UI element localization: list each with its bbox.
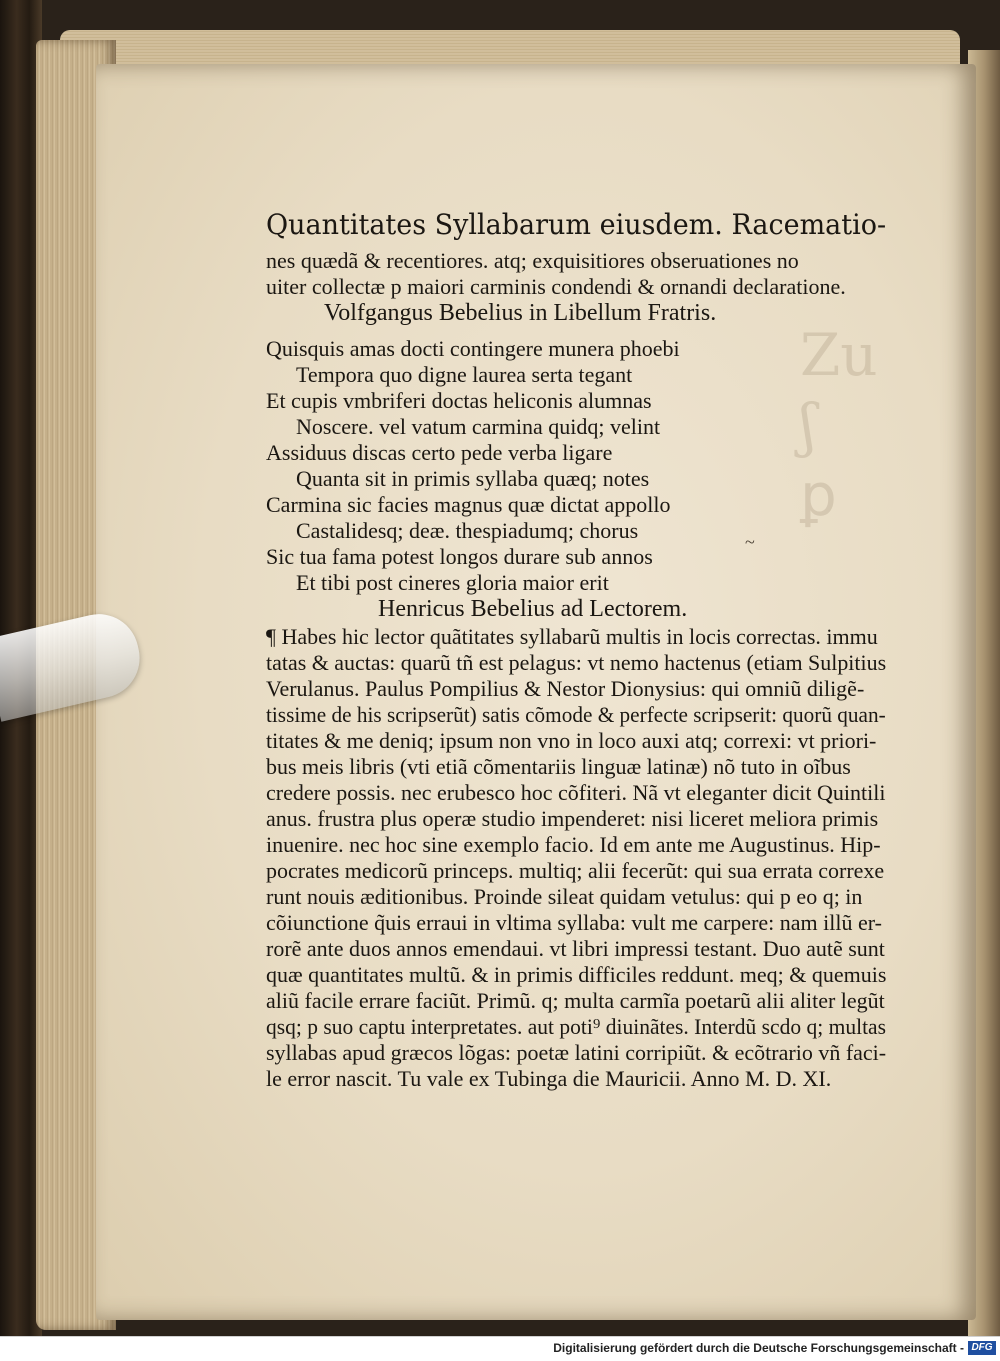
- poem-line: Castalidesq; deæ. thespiadumq; chorus: [296, 518, 639, 543]
- title-line-1: Quantitates Syllabarum eiusdem. Racematio-: [266, 208, 887, 241]
- poem-line: Quanta sit in primis syllaba quæq; notes: [296, 466, 650, 491]
- prose-line: tissime de his scripserũt) satis cõmode & perfecte scripserit: quorũ quan-: [266, 702, 886, 727]
- prose-line: rorẽ ante duos annos emendaui. vt libri impressi testant. Duo autẽ sunt: [266, 936, 885, 961]
- poem-line: Assiduus discas certo pede verba ligare: [266, 440, 613, 465]
- prose-line: aliũ facile errare faciũt. Primũ. q; multa carmĩa poetarũ alii aliter legũt: [266, 988, 885, 1013]
- prose-line: anus. frustra plus operæ studio impenderet: nisi liceret meliora primis: [266, 806, 879, 831]
- footer-credit: Digitalisierung gefördert durch die Deutsche Forschungsgemeinschaft -: [553, 1341, 964, 1355]
- prose-line: syllabas apud græcos lõgas: poetæ latini corripiũt. & ecõtrario vñ faci-: [266, 1040, 887, 1065]
- prose-line: Verulanus. Paulus Pompilius & Nestor Dionysius: qui omniũ diligẽ-: [266, 676, 865, 701]
- poem-line: Tempora quo digne laurea serta tegant: [296, 362, 633, 387]
- poem-line: Carmina sic facies magnus quæ dictat appollo: [266, 492, 671, 517]
- prose-line: credere possis. nec erubesco hoc cõfiteri. Nã vt eleganter dicit Quintili: [266, 780, 886, 805]
- poem-heading: Volfgangus Bebelius in Libellum Fratris.: [324, 300, 717, 326]
- poem-line: Et tibi post cineres gloria maior erit: [296, 570, 609, 595]
- prose-heading: Henricus Bebelius ad Lectorem.: [378, 596, 688, 622]
- footer-bar: [0, 1336, 1000, 1361]
- prose-line: bus meis libris (vti etiã cõmentariis linguæ latinæ) nõ tuto in oĩbus: [266, 754, 851, 779]
- prose-line: ¶ Habes hic lector quãtitates syllabarũ multis in locis correctas. immu: [266, 624, 878, 649]
- prose-line: le error nascit. Tu vale ex Tubinga die Mauricii. Anno M. D. XI.: [266, 1066, 832, 1091]
- prose-line: titates & me deniq; ipsum non vno in loco auxi atq; correxi: vt priori-: [266, 728, 877, 753]
- bleed-through-text: Zu ʃ ꝑ: [800, 321, 878, 529]
- dfg-logo: DFG: [968, 1341, 996, 1355]
- prose-line: pocrates medicorũ princeps. multiq; alii fecerũt: qui sua errata correxe: [266, 858, 885, 883]
- prose-line: runt nouis æditionibus. Proinde sileat quidam vetulus: qui p eo q; in: [266, 884, 863, 909]
- poem-line: Sic tua fama potest longos durare sub annos: [266, 544, 653, 569]
- prose-line: tatas & auctas: quarũ tñ est pelagus: vt nemo hactenus (etiam Sulpitius: [266, 650, 887, 675]
- prose-line: cõiunctione q̃uis erraui in vltima syllaba: vult me carpere: nam illũ er-: [266, 910, 882, 935]
- poem-line: Quisquis amas docti contingere munera phoebi: [266, 336, 680, 361]
- margin-mark-icon: ~: [745, 532, 755, 552]
- title-line-3: uiter collectæ p maiori carminis condendi & ornandi declaratione.: [266, 274, 846, 299]
- poem-line: Et cupis vmbriferi doctas heliconis alumnas: [266, 388, 652, 413]
- prose-line: inuenire. nec hoc sine exemplo facio. Id em ante me Augustinus. Hip-: [266, 832, 881, 857]
- prose-line: qsq; p suo captu interpretates. aut poti⁹ diuinãtes. Interdũ scdo q; multas: [266, 1014, 886, 1039]
- prose-line: quæ quantitates multũ. & in primis difficiles reddunt. meq; & quemuis: [266, 962, 887, 987]
- title-line-2: nes quædã & recentiores. atq; exquisitiores obseruationes no: [266, 248, 799, 273]
- poem-line: Noscere. vel vatum carmina quidq; velint: [296, 414, 661, 439]
